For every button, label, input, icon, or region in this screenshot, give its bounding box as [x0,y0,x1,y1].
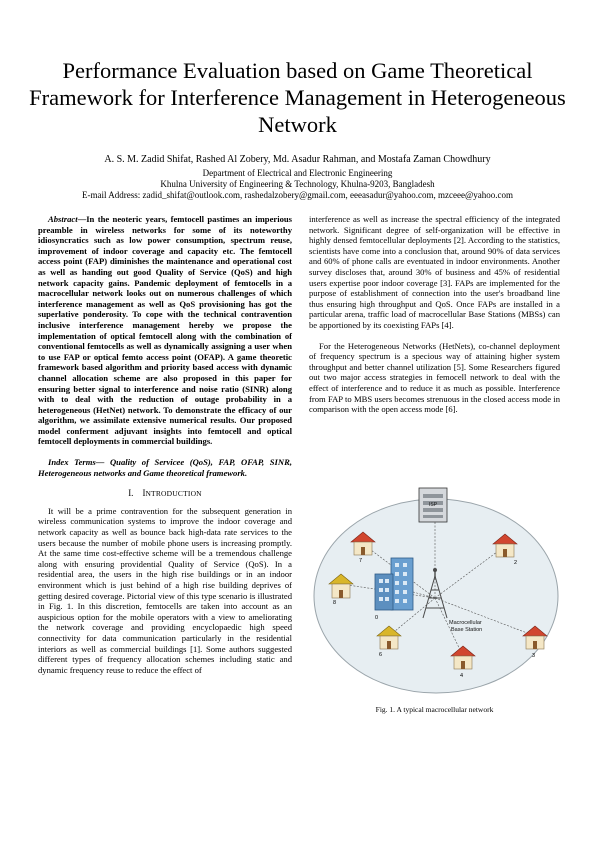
abstract-label: Abstract [48,214,78,224]
house-label-7: 7 [359,558,363,564]
tower-label-line2: Base Station [451,627,483,633]
section-number: I. [128,488,134,499]
house-label-8: 8 [333,600,337,606]
server-label: ISP [428,502,438,508]
figure-caption: Fig. 1. A typical macrocellular network [375,705,494,714]
affiliation [20,168,575,202]
section-title-rest: NTRODUCTION [145,489,202,499]
author-list: A. S. M. Zadid Shifat, Rashed Al Zobery, Md. Asadur Rahman, and Mostafa Zaman Chowdhury [104,154,491,165]
intro-paragraph-1: It will be a prime contravention for the subsequent generation in wireless communication systems to improve the indoor coverage and network capacity as well as bounce back high-data rate services to the users because the number of mobile phone users is increasing promptly. At the same time cost-effective scheme will be a tremendous challenge along with ensuring providential Quality of Service (QoS). In a residential area, the users in the high rise buildings or in an indoor environment which is just behind of a high rise building deprives of getting desired coverage. Pictorial view of this type scenario is illustrated in Fig. 1. In this discretion, femtocells are taken into account as an auspicious option for the mobile operators with a view to ameliorating the network coverage and providing encyclopaedic high speed connectivity for data communication particularly in the residential interiors as well as commercial buildings [1]. Some authors suggested different types of frequency allocation schemes including static and dynamic frequency reuse to reduce the effect of [38,505,292,675]
tower-label-line1: Macrocellular [449,620,482,626]
left-column [38,214,292,675]
macrocellular-network-figure [313,486,559,696]
university: Khulna University of Engineering & Technology, Khulna-9203, Bangladesh [160,179,435,190]
house-label-4: 4 [460,673,464,679]
coverage-ellipse [314,499,558,693]
abstract [38,214,292,447]
isp-server-icon [419,488,447,522]
house-label-6: 6 [379,652,383,658]
building-label: 0 [375,615,379,621]
email-addresses: E-mail Address: zadid_shifat@outlook.com, rashedalzobery@gmail.com, eeeasadur@yahoo.com, mzceee@yahoo.com [81,190,513,201]
paper-title: Performance Evaluation based on Game Theoretical Framework for Interference Management in Heterogeneous Network [29,58,566,137]
index-terms: Index Terms— Quality of Servicee (QoS), FAP, OFAP, SINR, Heterogeneous networks and Game theoretical framework. [38,457,292,478]
right-column [309,214,560,415]
house-label-3: 3 [532,653,536,659]
right-paragraph-1: interference as well as increase the spectral efficiency of the integrated network. Significant degree of self-organization will be effective in highly densed femtocellular deployments [2]. According to the statistics, scientists have come into a conclusion that, around 90% of data services and 60% of phone calls are eventuated in indoor environments. Another survey discloses that, around 30% of business and 45% of residential users expertise poor indoor coverage [3]. FAPs are implemented for the purpose of establishment of connection into the user's broadband line thus ensuring high throughput and QoS. Once FAPs are installed in a particular arena, traffic load of macrocellular Base Stations (MBSs) can be apportioned by its coexisting FAPs [4]. [309,214,560,330]
section-heading-introduction [38,488,292,500]
department: Department of Electrical and Electronic Engineering [202,168,393,178]
right-paragraph-2: For the Heterogeneous Networks (HetNets), co-channel deployment of frequency spectrum is a specious way of attaining higher system throughput and better channel utilization [5]. Some Researchers figured out two major access strategies in femocell network to deal with the effect of interference and to reduce it as much as possible. Interference from FAP to MBS users becomes strenuous in the closed access mode in comparison with the open access mode [6]. [309,340,560,415]
section-initial: I [142,488,146,499]
abstract-text: —In the neoteric years, femtocell pastimes an imperious preamble in wireless networks for some of its noteworthy idiosyncratics such as low power consumption, spectrum reuse, improvement of indoor coverage and capacity etc. The femtocell access point (FAP) diminishes the maintenance and operational cost as well as handing out good Quality of Service (QoS) and high network capacity gains. Pandemic deployment of femtocells in a macrocellular network looks out on numerous challenges of which interference management as well as QoS provisioning has got the superlative ponderosity. To cope with the technical contravention inclusive interference management hereby we propose the implementation of optical femtocell along with the combination of conventional femtocells as well as dynamically assigning a user when to use FAP or optical femto access point (OFAP). A game theoretic framework based algorithm and priority based access with dynamic channel allocation scheme are also proposed in this paper for ensuring better signal to interference and noise ratio (SINR) along with to deal with the reduction of outage probability in a heterogeneous (HetNet) network. To demonstrate the efficacy of our algorithm, we assimilate extensive numerical results. Our proposed model conferment adjuvant insights into femtocell and optical femtocell deployments in commercial buildings. [38,214,292,447]
house-label-2: 2 [514,560,518,566]
